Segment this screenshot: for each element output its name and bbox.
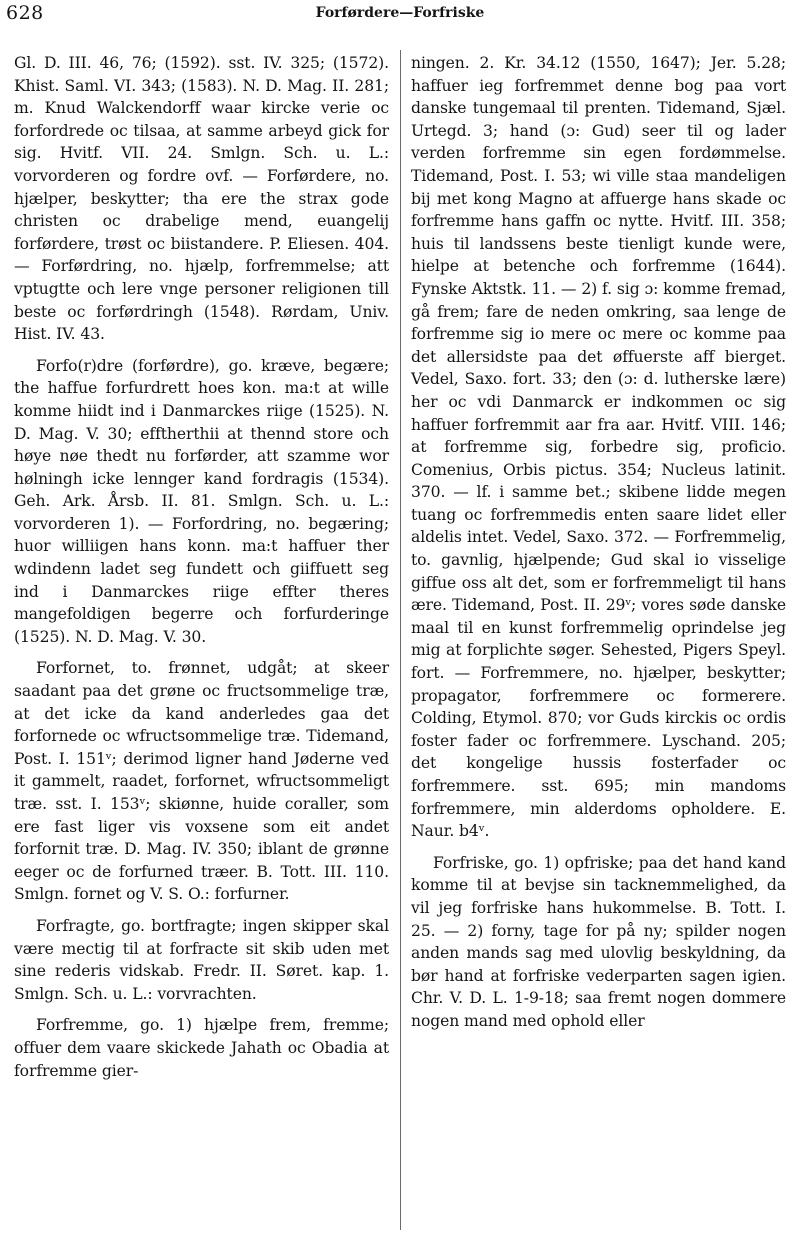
right-column (411, 52, 786, 1042)
left-paragraph-3: Forfornet, to. frønnet, udgåt; at skeer saadant paa det grøne oc fructsommelige træ, at det icke da kand anderledes gaa det forfornede oc wfructsommelige træ. Tidemand, Post. I. 151ᵛ; derimod ligner hand Jøderne ved it gammelt, raadet, forfornet, wfructsommeligt træ. sst. I. 153ᵛ; skiønne, huide coraller, som ere fast liger vis voxsene som eit andet forfornit træ. D. Mag. IV. 350; iblant de grønne eeger oc de forfurned træer. B. Tott. III. 110. Smlgn. fornet og V. S. O.: forfurner. (14, 659, 389, 904)
left-paragraph-4: Forfragte, go. bortfragte; ingen skipper skal være mectig til at forfracte sit skib uden met sine rederis vidskab. Fredr. II. Søret. kap. 1. Smlgn. Sch. u. L.: vorvrachten. (14, 916, 389, 1003)
left-paragraph-1: Gl. D. III. 46, 76; (1592). sst. IV. 325; (1572). Khist. Saml. VI. 343; (1583). N. D. Mag. II. 281; m. Knud Walckendorff waar kircke verie oc forfordrede oc tilsaa, at samme arbeyd gick for sig. Hvitf. VII. 24. Smlgn. Sch. u. L.: vorvorderen og fordre ovf. — Forførdere, no. hjælper, beskytter; tha ere the strax gode christen oc drabelige mend, euangelij forførdere, trøst oc biistandere. P. Eliesen. 404. — Forførdring, no. hjælp, forfremmelse; att vptugtte och lere vnge personer religionen till beste oc forførdringh (1548). Rørdam, Univ. Hist. IV. 43. (14, 54, 389, 344)
right-paragraph-1: ningen. 2. Kr. 34.12 (1550, 1647); Jer. 5.28; haffuer ieg forfremmet denne bog paa vort danske tungemaal til prenten. Tidemand, Sjæl. Urtegd. 3; hand (ɔ: Gud) seer til og lader verden forfremme sin egen fordømmelse. Tidemand, Post. I. 53; wi ville staa mandeligen bij met kong Magno at affuerge hans skade oc forfremme hans gaffn oc nytte. Hvitf. III. 358; huis til landssens beste tienligt kunde were, hielpe at betenche och forfremme (1644). Fynske Aktstk. 11. — 2) f. sig ɔ: komme fremad, gå frem; fare de neden omkring, saa lenge de forfremme sig io mere oc mere oc komme paa det allersidste paa det øffuerste aff bierget. Vedel, Saxo. fort. 33; den (ɔ: d. lutherske lære) her oc vdi Danmarck er indkommen oc sig haffuer forfremmit aar fra aar. Hvitf. VIII. 146; at forfremme sig, forbedre sig, proficio. Comenius, Orbis pictus. 354; Nucleus latinit. 370. — lf. i samme bet.; skibene lidde megen tuang oc forfremmedis enten saare lidet eller aldelis intet. Vedel, Saxo. 372. — Forfremmelig, to. gavnlig, hjælpende; Gud skal io visselige giffue oss alt det, som er forfremmeligt til hans ære. Tidemand, Post. II. 29ᵛ; vores søde danske maal til en kunst forfremmelig oprindelse jeg mig at forplichte søger. Sehested, Pigers Speyl. fort. — Forfremmere, no. hjælper, beskytter; propagator, forfremmere oc formerere. Colding, Etymol. 870; vor Guds kirckis oc ordis foster fader oc forfremmere. Lyschand. 205; det kongelige hussis fosterfader oc forfremmere. sst. 695; min mandoms forfremmere, min alderdoms opholdere. E. Naur. b4ᵛ. (411, 54, 786, 841)
left-paragraph-2: Forfo(r)dre (forførdre), go. kræve, begære; the haffue forfurdrett hoes kon. ma:t at wille komme hiidt ind i Danmarckes riige (1525). N. D. Mag. V. 30; efftherthii at thennd store och høye nøe thedt nu forførder, att szamme wor hølningh icke lennger kand fordragis (1534). Geh. Ark. Årsb. II. 81. Smlgn. Sch. u. L.: vorvorderen 1). — Forfordring, no. begæring; huor williigen hans konn. ma:t haffuer ther wdindenn ladet seg fundett och giiffuett seg ind i Danmarckes riige effter theres mangefoldigen begerre och forfurderinge (1525). N. D. Mag. V. 30. (14, 356, 389, 646)
page-header (0, 0, 800, 40)
running-head: Forførdere—Forfriske (315, 5, 485, 21)
right-paragraph-2: Forfriske, go. 1) opfriske; paa det hand kand komme til at bevjse sin tacknemmelighed, da vil jeg forfriske hans hukommelse. B. Tott. I. 25. — 2) forny, tage for på ny; spilder nogen anden mands sag med ulovlig beskyldning, da bør hand at forfriske vederparten sagen igien. Chr. V. D. L. 1-9-18; saa fremt nogen dommere nogen mand med ophold eller (411, 853, 786, 1030)
column-divider (400, 50, 401, 1230)
left-column (14, 52, 389, 1091)
left-paragraph-5: Forfremme, go. 1) hjælpe frem, fremme; offuer dem vaare skickede Jahath oc Obadia at forfremme gier- (14, 1016, 389, 1080)
page-number: 628 (6, 2, 44, 24)
